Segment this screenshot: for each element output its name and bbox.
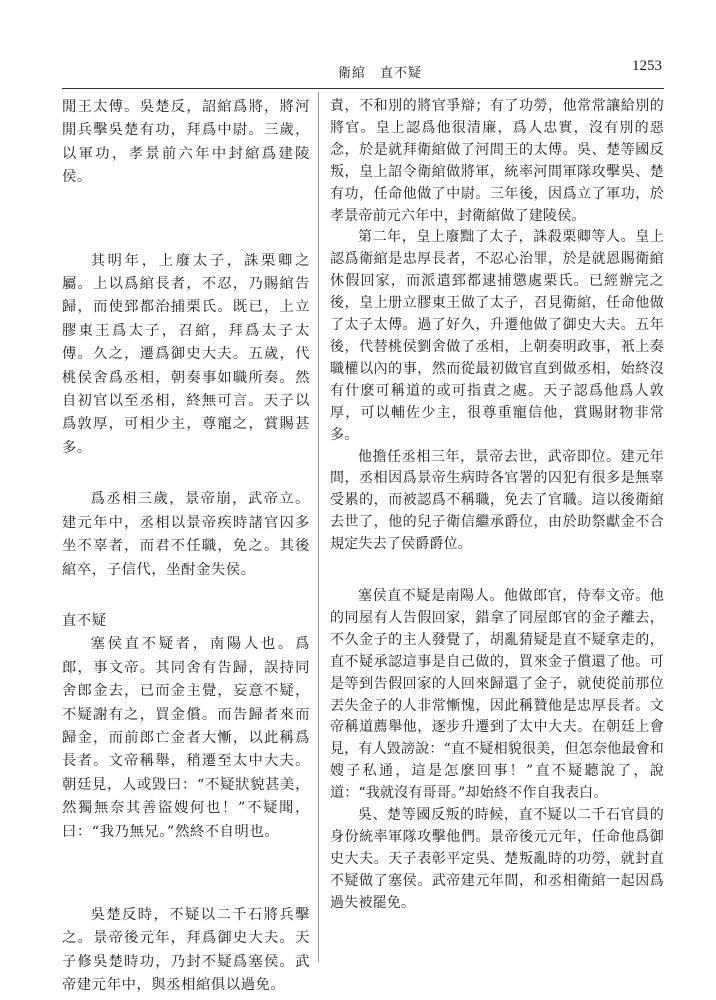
translation-paragraph-2: 第二年，皇上廢黜了太子，誅殺栗卿等人。皇上認爲衛綰是忠厚長者，不忍心治罪，於是就恩賜衛綰休假回家，而派遣郅都逮捕懲處栗氏。已經辦完之後，皇上册立膠東王做了太子，召見衛綰，任命他做了太子太傅。過了好久，升遷他做了御史大夫。五年後，代替桃侯劉舍做了丞相，上朝奏明政事，衹上奏職權以內的事，然而從最初做官直到做丞相，始終沒有什麽可稱道的或可指責之處。天子認爲他爲人敦厚，可以輔佐少主，很尊重寵信他，賞賜財物非常多。: [330, 229, 664, 443]
classical-paragraph-3: 爲丞相三歲，景帝崩，武帝立。建元年中，丞相以景帝疾時諸官囚多坐不辜者，而君不任職，免之。其後綰卒，子信代，坐酎金失侯。: [62, 491, 310, 578]
page-number: 1253: [632, 58, 662, 74]
classical-paragraph-2: 其明年，上廢太子，誅栗卿之屬。上以爲綰長者，不忍，乃賜綰告歸，而使郅都治捕栗氏。既已，上立膠東王爲太子，召綰，拜爲太子太傅。久之，遷爲御史大夫。五歲，代桃侯舍爲丞相，朝奏事如職所奏。然自初官以至丞相，終無可言。天子以爲敦厚，可相少主，尊寵之，賞賜甚多。: [62, 252, 310, 456]
translation-paragraph-4: 塞侯直不疑是南陽人。他做郎官，侍奉文帝。他的同屋有人告假回家，錯拿了同屋郎官的金子離去，不久金子的主人發覺了，胡亂猜疑是直不疑拿走的，直不疑承認這事是自己做的，買來金子償還了他。可是等到告假回家的人回來歸還了金子，就使從前那位丟失金子的人非常慚愧，因此稱贊他是忠厚長者。文帝稱道薦舉他，逐步升遷到了太中大夫。在朝廷上會見，有人毀謗說：“直不疑相貌很美，但怎奈他最會和嫂子私通，這是怎麽回事！”直不疑聽說了，說道：“我就沒有哥哥。”却始終不作自我表白。: [330, 588, 664, 802]
classical-text-column: [62, 96, 310, 998]
translation-paragraph-1: 責，不和別的將官爭辯；有了功勞，他常常讓給別的將官。皇上認爲他很清廉，爲人忠實，沒有別的惡念，於是就拜衛綰做了河間王的太傅。吳、楚等國反叛，皇上詔令衛綰做將軍，統率河間軍隊攻擊吳、楚有功，任命他做了中尉。三年後，因爲立了軍功，於孝景帝前元六年中，封衛綰做了建陵侯。: [330, 98, 664, 224]
translation-column: [330, 96, 664, 915]
page-header: [0, 58, 716, 86]
column-divider: [318, 92, 319, 962]
running-head: 衛綰 直不疑: [338, 66, 423, 81]
classical-paragraph-4: 塞侯直不疑者，南陽人也。爲郎，事文帝。其同舍有告歸，誤持同舍郎金去，已而金主覺，妄意不疑，不疑謝有之，買金償。而告歸者來而歸金，而前郎亡金者大慚，以此稱爲長者。文帝稱舉，稍遷至太中大夫。朝廷見，人或毀曰：“不疑狀貌甚美，然獨無奈其善盜嫂何也！”不疑聞，曰：“我乃無兄。”然終不自明也。: [62, 636, 310, 840]
header-rule: [62, 88, 664, 89]
translation-paragraph-3: 他擔任丞相三年，景帝去世，武帝即位。建元年間，丞相因爲景帝生病時各官署的囚犯有很多是無辜受累的，而被認爲不稱職，免去了官職。這以後衛綰去世了，他的兒子衛信繼承爵位，由於助祭獻金不合規定失去了侯爵爵位。: [330, 448, 664, 553]
section-heading: 直不疑: [62, 612, 107, 629]
classical-paragraph-1: 閒王太傅。吳楚反，詔綰爲將，將河閒兵擊吳楚有功，拜爲中尉。三歲，以軍功，孝景前六年中封綰爲建陵侯。: [62, 99, 310, 186]
translation-paragraph-5: 吳、楚等國反叛的時候，直不疑以二千石官員的身份統率軍隊攻擊他們。景帝後元元年，任命他爲御史大夫。天子表彰平定吳、楚叛亂時的功勞，就封直不疑做了塞侯。武帝建元年間，和丞相衛綰一起因爲過失被罷免。: [330, 807, 664, 911]
classical-paragraph-5: 吳楚反時，不疑以二千石將兵擊之。景帝後元年，拜爲御史大夫。天子修吳楚時功，乃封不疑爲塞侯。武帝建元年中，與丞相綰俱以過免。: [62, 906, 310, 994]
